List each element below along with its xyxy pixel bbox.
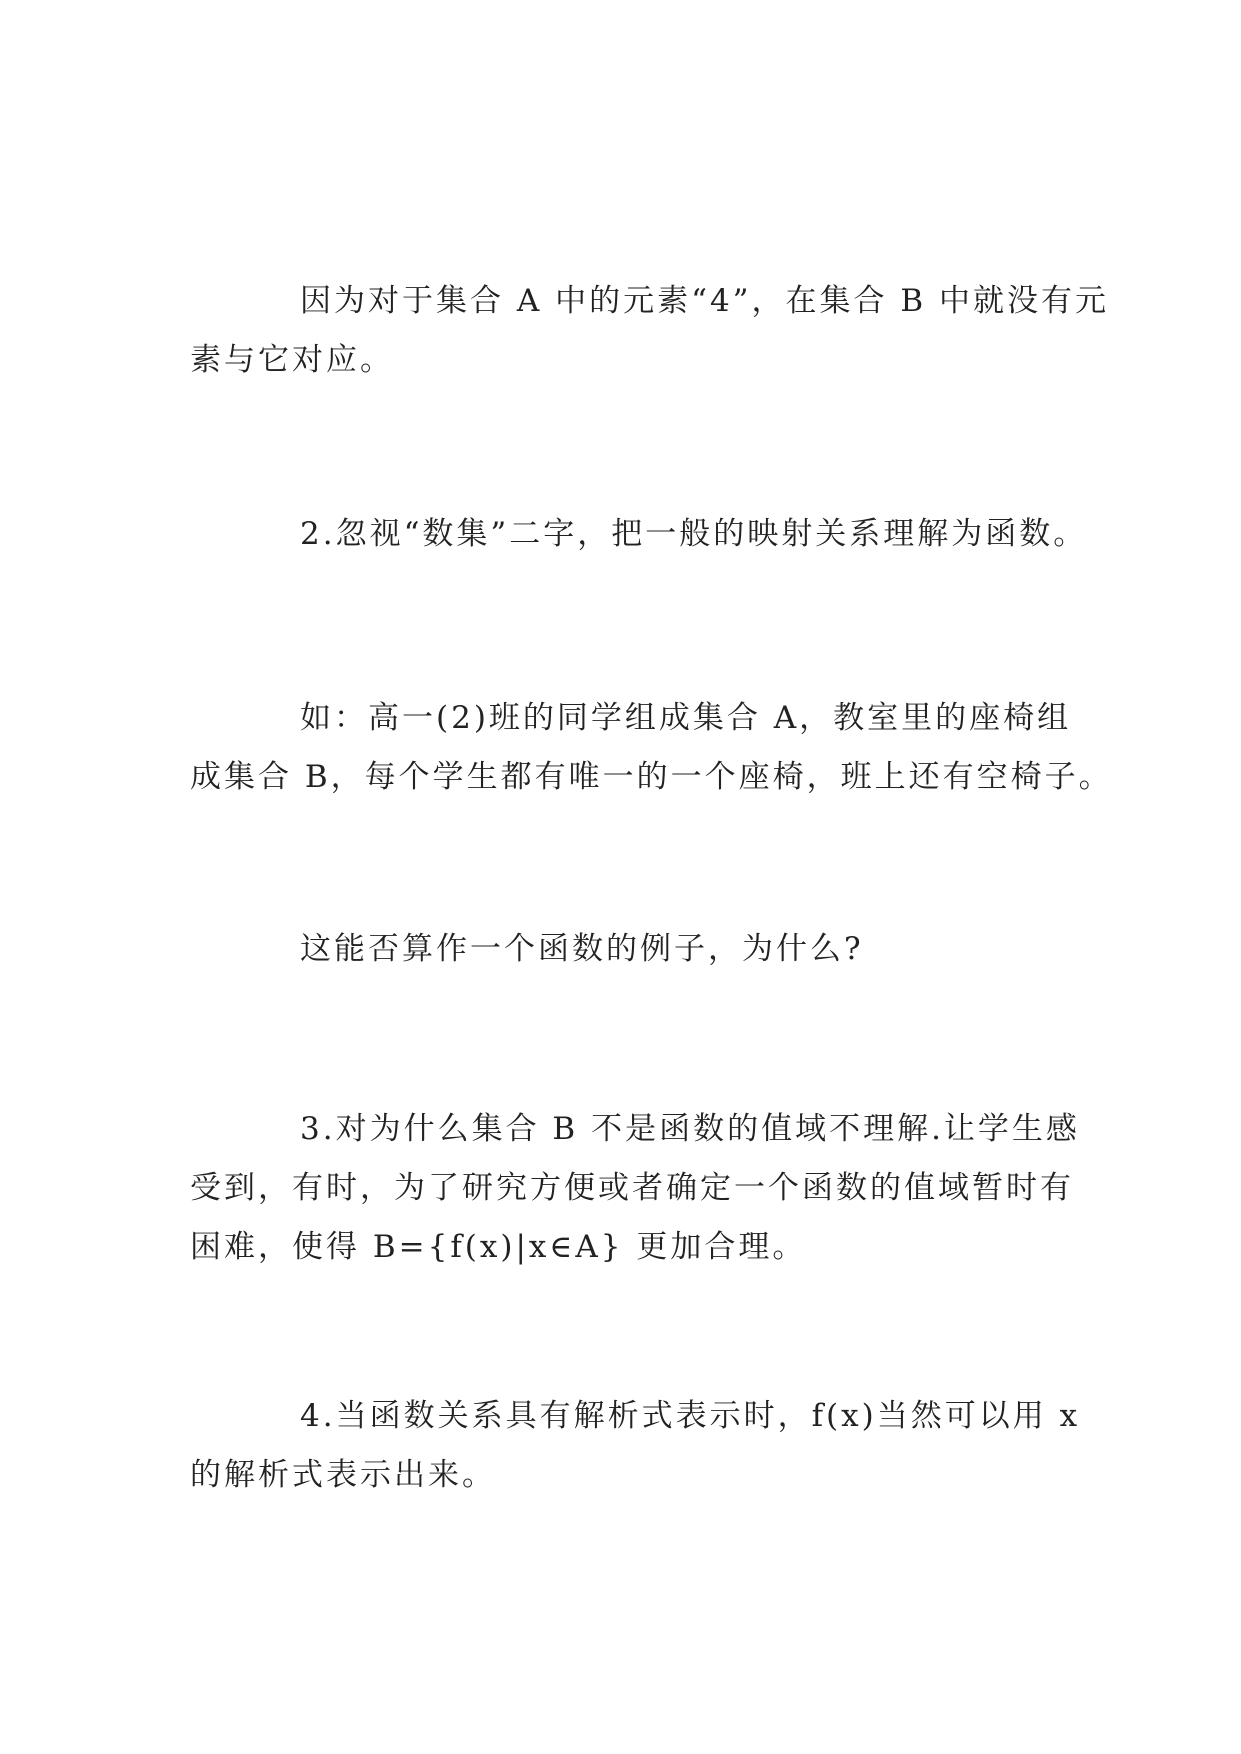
paragraph-line: 受到，有时，为了研究方便或者确定一个函数的值域暂时有 [190,1170,1074,1206]
paragraph-line: 成集合 B，每个学生都有唯一的一个座椅，班上还有空椅子。 [190,759,1113,795]
paragraph-line: 的解析式表示出来。 [190,1457,496,1493]
paragraph-1 [190,272,1110,390]
paragraph-2 [190,505,1088,564]
paragraph-line: 如：高一(2)班的同学组成集合 A，教室里的座椅组 [300,700,1072,736]
paragraph-line: 4.当函数关系具有解析式表示时，f(x)当然可以用 x [300,1398,1081,1434]
paragraph-3 [190,689,1113,807]
paragraph-line: 2.忽视“数集”二字，把一般的映射关系理解为函数。 [300,516,1088,552]
paragraph-line: 这能否算作一个函数的例子，为什么? [300,931,864,967]
paragraph-6 [190,1387,1081,1505]
paragraph-5 [190,1100,1080,1277]
paragraph-line: 素与它对应。 [190,342,394,378]
paragraph-4 [190,920,1070,979]
paragraph-line: 因为对于集合 A 中的元素“4”，在集合 B 中就没有元 [300,283,1110,319]
paragraph-line: 3.对为什么集合 B 不是函数的值域不理解.让学生感 [300,1111,1080,1147]
paragraph-line: 困难，使得 B={f(x)|x∈A} 更加合理。 [190,1229,807,1265]
